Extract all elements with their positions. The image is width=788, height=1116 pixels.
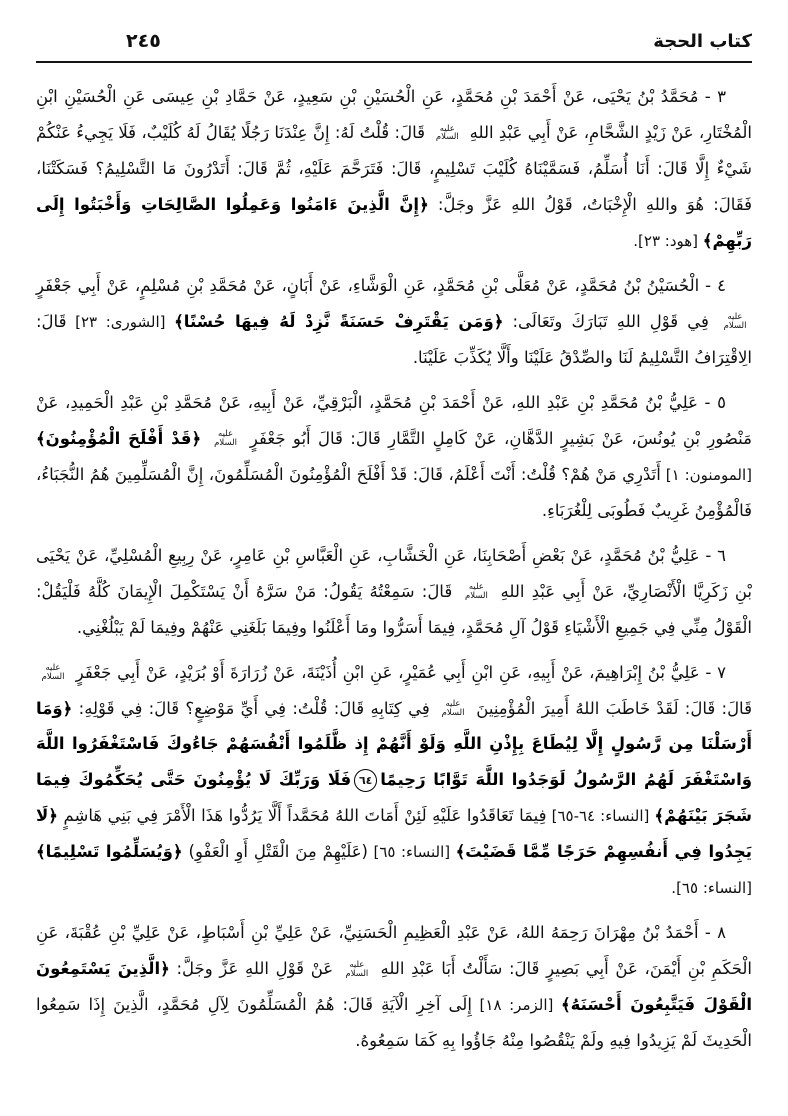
- page-number: ٢٤٥: [126, 30, 161, 52]
- verse-reference: [الشورى: ٢٣]: [66, 312, 175, 331]
- hadith-text: قَالَ: قَالَ: لَقَدْ خَاطَبَ اللهُ أَمِيرَ الْمُؤْمِنِينَ: [470, 698, 752, 718]
- hadith-text: ٣ - مُحَمَّدُ بْنُ يَحْيَى، عَنْ أَحْمَدَ بْنِ مُحَمَّدٍ، عَنِ الْحُسَيْنِ بْنِ سَعِيدٍ، عَنْ حَمَّادِ بْنِ عِيسَى عَنِ الْحُسَيْنِ ابْنِ الْمُخْتَارِ، عَنْ زَيْدٍ الشَّحَّامِ، عَنْ أَبِي عَبْدِ اللهِ: [36, 87, 752, 142]
- hadith-text-block: [36, 79, 752, 1059]
- hadith-text: أَتَدْرِي مَنْ هُمْ؟ قُلْتُ: أَنْتَ أَعْلَمُ، قَالَ: قَدْ أَفْلَحَ الْمُؤْمِنُونَ الْمُسَلِّمُونَ، إِنَّ الْمُسَلِّمِينَ هُمُ النُّجَبَاءُ، فَالْمُؤْمِنُ غَرِيبٌ فَطُوبَى لِلْغُرَبَاءِ.: [36, 464, 752, 520]
- quran-quote: ﴿قَدْ أَفْلَحَ الْمُؤْمِنُونَ﴾: [36, 428, 202, 448]
- hadith-text: فِي قَوْلِ اللهِ تَبَارَكَ وتَعَالَى:: [503, 311, 719, 331]
- hadith-text: قَالَ: الِاقْتِرَافُ التَّسْلِيمُ لَنَا والصِّدْقُ عَلَيْنَا وأَلَّا يُكَذِّبَ عَلَيْنَا.: [36, 311, 752, 367]
- hadith-text: فِي كِتَابِهِ قَالَ: قُلْتُ: فِي أَيِّ مَوْضِعٍ؟ قَالَ: فِي قَوْلِهِ:: [72, 698, 436, 718]
- hadith-paragraph-6: [36, 538, 752, 646]
- hadith-paragraph-7: [36, 655, 752, 907]
- hadith-paragraph-5: [36, 385, 752, 529]
- page-header: [36, 30, 752, 63]
- verse-reference: [الزمر: ١٨]: [471, 996, 561, 1015]
- quran-quote: ﴿إِنَّ الَّذِينَ ءَامَنُوا وَعَمِلُوا الصَّالِحَاتِ وَأَخْبَتُوا إِلَى رَبِّهِمْ﴾: [36, 194, 752, 250]
- verse-reference: [النساء: ٦٤-٦٥]: [546, 807, 655, 826]
- quran-quote: ﴿وَمَا أَرْسَلْنَا مِن رَّسُولٍ إِلَّا لِيُطَاعَ بِإِذْنِ اللَّهِ وَلَوْ أَنَّهُمْ إِذ ظَّلَمُوا أَنْفُسَهُمْ جَاءُوكَ فَاسْتَغْفَرُوا اللَّهَ وَاسْتَغْفَرَ لَهُمُ الرَّسُولُ لَوَجَدُوا اللَّهَ تَوَّابًا رَحِيمًا: [36, 698, 752, 790]
- alayhi-salam-icon: عليه السلام: [441, 699, 465, 718]
- quran-quote: ﴿وَمَن يَقْتَرِفْ حَسَنَةً نَّزِدْ لَهُ فِيهَا حُسْنًا﴾: [174, 311, 504, 331]
- hadith-text: إِلَى آخِرِ الْآيَةِ قَالَ: هُمُ الْمُسَلِّمُونَ لِآلِ مُحَمَّدٍ، الَّذِينَ إِذَا سَمِعُوا الْحَدِيثَ لَمْ يَزِيدُوا فِيهِ ولَمْ يَنْقُصُوا مِنْهُ جَاؤُوا بِهِ كَمَا سَمِعُوهُ.: [36, 995, 752, 1051]
- hadith-text: ٤ - الْحُسَيْنُ بْنُ مُحَمَّدٍ، عَنْ مُعَلَّى بْنِ مُحَمَّدٍ، عَنِ الْوَشَّاءِ، عَنْ أَبَانٍ، عَنْ مُحَمَّدِ بْنِ مُسْلِمٍ، عَنْ أَبِي جَعْفَرٍ: [36, 275, 726, 295]
- alayhi-salam-icon: عليه السلام: [214, 429, 237, 449]
- verse-reference: [النساء: ٦٥]: [367, 843, 456, 862]
- verse-reference: [النساء: ٦٥].: [671, 879, 752, 898]
- section-title: كتاب الحجة: [653, 31, 752, 52]
- quran-quote: ﴿وَيُسَلِّمُوا تَسْلِيمًا﴾: [36, 842, 183, 862]
- alayhi-salam-icon: عليه السلام: [435, 123, 459, 143]
- alayhi-salam-icon: عليه السلام: [464, 582, 488, 602]
- hadith-paragraph-8: [36, 915, 752, 1059]
- quran-quote: ﴿الَّذِينَ يَسْتَمِعُونَ الْقَوْلَ فَيَتَّبِعُونَ أَحْسَنَهُ﴾: [36, 959, 752, 1015]
- alayhi-salam-icon: عليه السلام: [345, 959, 369, 979]
- hadith-text: قَالَ: قُلْتُ لَهُ: إِنَّ عِنْدَنَا رَجُلًا يُقَالُ لَهُ كُلَيْبٌ، فَلَا يَجِيءُ عَنْكُمْ شَيْءٌ إِلَّا قَالَ: أَنَا أُسَلِّمُ، فَسَمَّيْنَاهُ كُلَيْبَ تَسْلِيمٍ، قَالَ: فَتَرَحَّمَ عَلَيْهِ، ثُمَّ قَالَ: أَتَدْرُونَ مَا التَّسْلِيمُ؟ فَسَكَتْنَا، فَقَالَ: هُوَ واللهِ الْإِخْبَاتُ، قَوْلُ اللهِ عَزَّ وجَلَّ:: [36, 122, 753, 214]
- hadith-text: ٦ - عَلِيُّ بْنُ مُحَمَّدٍ، عَنْ بَعْضِ أَصْحَابِنَا، عَنِ الْخَشَّابِ، عَنِ الْعَبَّاسِ بْنِ عَامِرٍ، عَنْ رِبِيعِ الْمُسْلِيِّ، عَنْ يَحْيَى بْنِ زَكَرِيَّا الْأَنْصَارِيِّ، عَنْ أَبِي عَبْدِ اللهِ: [36, 545, 752, 601]
- hadith-text: فِيمَا تَعَاقَدُوا عَلَيْهِ لَئِنْ أَمَاتَ اللهُ مُحَمَّداً أَلَّا يَرُدُّوا هَذَا الْأَمْرَ فِي بَنِي هَاشِمٍ: [57, 806, 547, 826]
- alayhi-salam-icon: عليه السلام: [723, 312, 747, 332]
- hadith-text: ٧ - عَلِيُّ بْنُ إِبْرَاهِيمَ، عَنْ أَبِيهِ، عَنِ ابْنِ أَبِي عُمَيْرٍ، عَنِ ابْنِ أُذَيْنَةَ، عَنْ زُرَارَةَ أَوْ بُرَيْدٍ، عَنْ أَبِي جَعْفَرٍ: [70, 662, 726, 682]
- hadith-text: [201, 429, 208, 448]
- alayhi-salam-icon: عليه السلام: [41, 663, 65, 683]
- hadith-text: عَنْ قَوْلِ اللهِ عَزَّ وجَلَّ:: [169, 959, 340, 979]
- hadith-text: ٨ - أَحْمَدُ بْنُ مِهْرَانَ رَحِمَهُ اللهُ، عَنْ عَبْدِ الْعَظِيمِ الْحَسَنِيِّ، عَنْ عَلِيِّ بْنِ أَسْبَاطٍ، عَنْ عَلِيِّ بْنِ عُقْبَةَ، عَنِ الْحَكَمِ بْنِ أَيْمَنَ، عَنْ أَبِي بَصِيرٍ قَالَ: سَأَلْتُ أَبَا عَبْدِ اللهِ: [36, 923, 752, 979]
- hadith-paragraph-3: [36, 79, 752, 259]
- verse-number-medallion: ٦٤: [354, 769, 377, 792]
- verse-reference: [المومنون: ١]: [660, 465, 752, 484]
- verse-reference: [هود: ٢٣].: [633, 231, 703, 250]
- hadith-text: (عَلَيْهِمْ مِنَ الْقَتْلِ أَوِ الْعَفْوِ): [182, 842, 368, 862]
- quran-quote: ﴿لَا يَجِدُوا فِي أَنفُسِهِمْ حَرَجًا مِّمَّا قَضَيْتَ﴾: [36, 806, 752, 862]
- hadith-paragraph-4: [36, 268, 752, 376]
- quran-quote: فَلَا وَرَبِّكَ لَا يُؤْمِنُونَ حَتَّى يُحَكِّمُوكَ فِيمَا شَجَرَ بَيْنَهُمْ﴾: [36, 770, 753, 826]
- hadith-text: قَالَ: سَمِعْتُهُ يَقُولُ: مَنْ سَرَّهُ أَنْ يَسْتَكْمِلَ الْإِيمَانَ كُلَّهُ فَلْيَقُلْ: الْقَوْلُ مِنِّي فِي جَمِيعِ الْأَشْيَاءِ قَوْلُ آلِ مُحَمَّدٍ، فِيمَا أَسَرُّوا ومَا أَعْلَنُوا وفِيمَا بَلَغَنِي عَنْهُمْ وفِيمَا لَمْ يَبْلُغْنِي.: [36, 581, 752, 637]
- hadith-text: ٥ - عَلِيُّ بْنُ مُحَمَّدِ بْنِ عَبْدِ اللهِ، عَنْ أَحْمَدَ بْنِ مُحَمَّدٍ، الْبَرْقِيِّ، عَنْ أَبِيهِ، عَنْ مُحَمَّدِ بْنِ عَبْدِ الْحَمِيدِ، عَنْ مَنْصُورِ بْنِ يُونُسَ، عَنْ بَشِيرٍ الدَّهَّانِ، عَنْ كَامِلٍ التَّمَّارِ قَالَ: قَالَ أَبُو جَعْفَرٍ: [36, 392, 752, 448]
